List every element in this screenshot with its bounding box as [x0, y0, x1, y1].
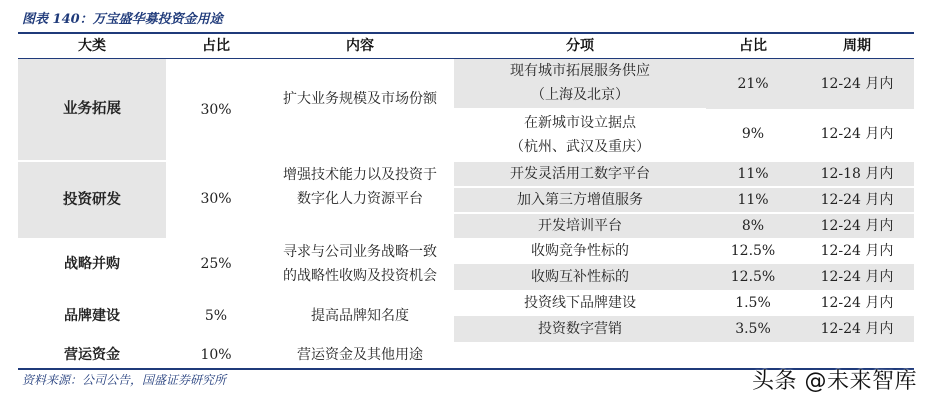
source-note: 资料来源：公司公告，国盛证券研究所: [22, 373, 227, 387]
subitem-share-cell: 12.5%: [706, 238, 800, 264]
subitem-cell: 收购互补性标的: [454, 264, 706, 290]
category-cell: 业务拓展: [18, 59, 166, 161]
subitem-cell: [454, 342, 706, 368]
period-cell: 12-24 月内: [800, 109, 914, 161]
category-cell: 营运资金: [18, 342, 166, 368]
category-share-cell: 30%: [166, 161, 266, 238]
subitem-cell: 投资数字营销: [454, 316, 706, 342]
table-row: [18, 290, 914, 316]
table-caption: 图表 140：万宝盛华募投资金用途: [22, 12, 223, 27]
content-cell: [266, 161, 454, 238]
header-share: 占比: [166, 32, 266, 59]
subitem-cell: [454, 109, 706, 161]
fund-use-table: [18, 32, 914, 368]
period-cell: 12-24 月内: [800, 59, 914, 109]
subitem-cell: 开发灵活用工数字平台: [454, 161, 706, 187]
category-cell: 战略并购: [18, 238, 166, 290]
table-header-row: [18, 32, 914, 59]
header-subitem: 分项: [454, 32, 706, 59]
subitem-cell: 加入第三方增值服务: [454, 187, 706, 213]
category-share-cell: 5%: [166, 290, 266, 342]
subitem-cell: 收购竞争性标的: [454, 238, 706, 264]
category-share-cell: 30%: [166, 59, 266, 161]
subitem-share-cell: 11%: [706, 161, 800, 187]
header-content: 内容: [266, 32, 454, 59]
category-share-cell: 25%: [166, 238, 266, 290]
table-row: [18, 161, 914, 187]
period-cell: 12-24 月内: [800, 264, 914, 290]
subitem-share-cell: 11%: [706, 187, 800, 213]
content-line: 的战略性收购及投资机会: [283, 267, 437, 284]
content-cell: 营运资金及其他用途: [266, 342, 454, 368]
subitem-share-cell: 12.5%: [706, 264, 800, 290]
content-cell: 扩大业务规模及市场份额: [266, 59, 454, 161]
table-row: [18, 59, 914, 109]
period-cell: 12-24 月内: [800, 213, 914, 238]
period-cell: 12-24 月内: [800, 187, 914, 213]
period-cell: 12-24 月内: [800, 238, 914, 264]
content-line: 增强技术能力以及投资于: [283, 166, 437, 183]
category-cell: 投资研发: [18, 161, 166, 238]
subitem-cell: [454, 59, 706, 109]
subitem-cell: 投资线下品牌建设: [454, 290, 706, 316]
category-cell: 品牌建设: [18, 290, 166, 342]
subitem-share-cell: 21%: [706, 59, 800, 109]
period-cell: 12-24 月内: [800, 290, 914, 316]
content-cell: 提高品牌知名度: [266, 290, 454, 342]
category-share-cell: 10%: [166, 342, 266, 368]
period-cell: 12-24 月内: [800, 316, 914, 342]
period-cell: 12-18 月内: [800, 161, 914, 187]
watermark: 头条 @未来智库: [752, 369, 917, 394]
content-cell: [266, 238, 454, 290]
subitem-share-cell: 3.5%: [706, 316, 800, 342]
header-subitem-share: 占比: [706, 32, 800, 59]
subitem-line: 现有城市拓展服务供应: [510, 63, 650, 80]
subitem-share-cell: 1.5%: [706, 290, 800, 316]
content-line: 数字化人力资源平台: [297, 190, 423, 207]
header-category: 大类: [18, 32, 166, 59]
header-period: 周期: [800, 32, 914, 59]
table-row: [18, 238, 914, 264]
subitem-line: （上海及北京）: [531, 87, 629, 104]
subitem-share-cell: 9%: [706, 109, 800, 161]
content-line: 寻求与公司业务战略一致: [283, 243, 437, 260]
subitem-line: 在新城市设立据点: [524, 114, 636, 131]
subitem-cell: 开发培训平台: [454, 213, 706, 238]
subitem-line: （杭州、武汉及重庆）: [510, 138, 650, 155]
subitem-share-cell: 8%: [706, 213, 800, 238]
